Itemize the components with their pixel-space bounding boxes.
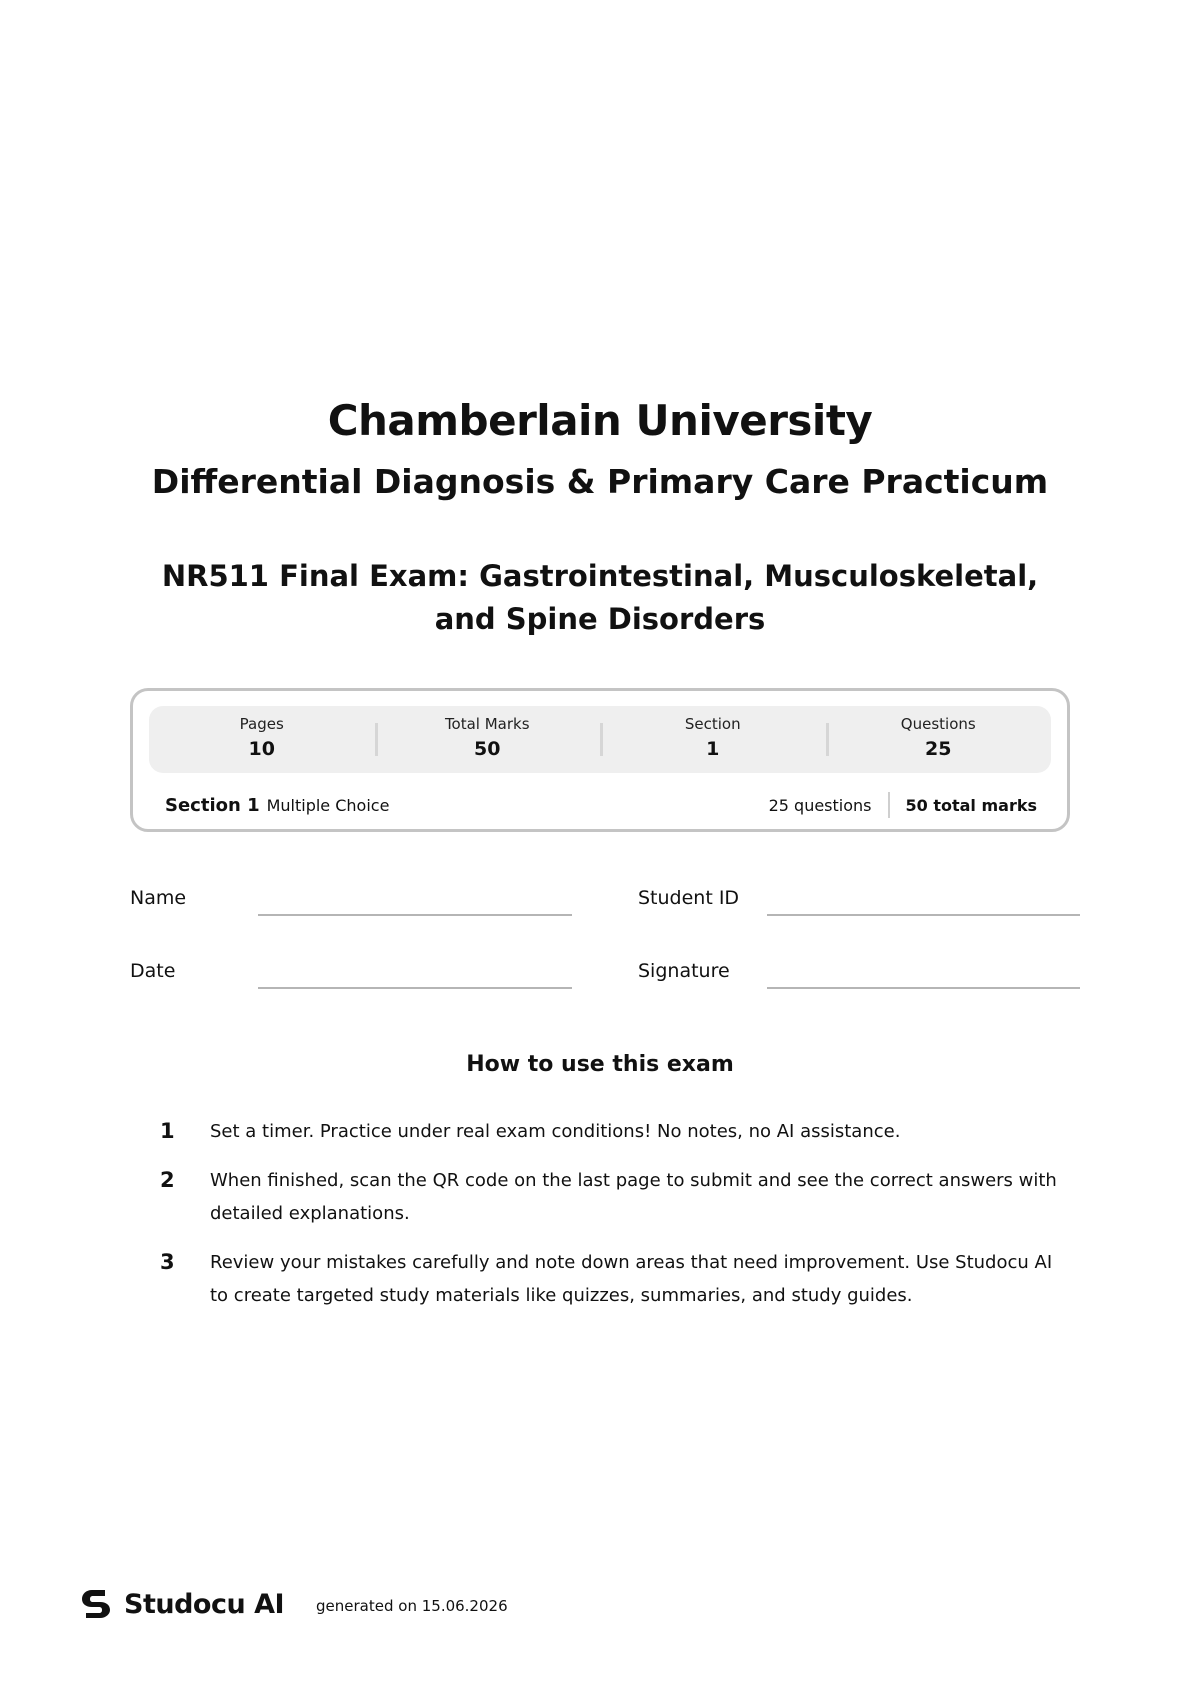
course-title: Differential Diagnosis & Primary Care Practicum: [151, 462, 1049, 501]
section-question-count: 25 questions: [768, 795, 872, 815]
step-text: Set a timer. Practice under real exam conditions! No notes, no AI assistance.: [210, 1121, 901, 1142]
student-id-label: Student ID: [638, 887, 740, 909]
stat-section: [600, 706, 826, 773]
student-id-field[interactable]: [767, 914, 1080, 916]
howto-title: How to use this exam: [466, 1052, 734, 1077]
stat-value: 25: [925, 738, 952, 760]
list-item: [160, 1246, 1060, 1312]
section-counts: [769, 792, 1037, 818]
stat-value: 1: [706, 738, 720, 760]
stat-label: Section: [684, 715, 741, 733]
step-text: When finished, scan the QR code on the last page to submit and see the correct answers with detailed explanations.: [210, 1170, 1057, 1224]
step-number: 1: [160, 1119, 175, 1143]
stat-questions: [826, 706, 1052, 773]
stat-pages: [149, 706, 375, 773]
stat-value: 50: [474, 738, 501, 760]
stat-label: Questions: [900, 715, 976, 733]
section-total-marks: 50 total marks: [905, 795, 1037, 815]
stat-value: 10: [248, 738, 275, 760]
signature-field[interactable]: [767, 987, 1080, 989]
list-item: [160, 1115, 1060, 1148]
section-name: Section 1: [165, 794, 260, 816]
step-number: 2: [160, 1168, 175, 1192]
footer: [78, 1586, 508, 1622]
university-title: Chamberlain University: [327, 396, 873, 445]
signature-label: Signature: [638, 960, 730, 982]
generated-date: generated on 15.06.2026: [316, 1597, 508, 1615]
studocu-logo-icon: [78, 1586, 114, 1622]
step-number: 3: [160, 1250, 175, 1274]
name-field[interactable]: [258, 914, 572, 916]
exam-stats: [149, 706, 1051, 773]
stat-label: Pages: [239, 715, 284, 733]
brand-name: Studocu AI: [124, 1588, 285, 1620]
exam-summary-card: [130, 688, 1070, 832]
divider: [888, 792, 890, 818]
stat-label: Total Marks: [444, 715, 530, 733]
step-text: Review your mistakes carefully and note down areas that need improvement. Use Studocu AI to create targeted study materials like quizzes, summaries, and study guides.: [210, 1252, 1053, 1306]
list-item: [160, 1164, 1060, 1230]
exam-title: NR511 Final Exam: Gastrointestinal, Musculoskeletal, and Spine Disorders: [161, 559, 1039, 636]
date-label: Date: [130, 960, 176, 982]
stat-total-marks: [375, 706, 601, 773]
date-field[interactable]: [258, 987, 572, 989]
section-type: Multiple Choice: [266, 795, 390, 815]
name-label: Name: [130, 887, 187, 909]
howto-steps: [160, 1115, 1060, 1328]
section-summary-row: [165, 792, 1037, 818]
